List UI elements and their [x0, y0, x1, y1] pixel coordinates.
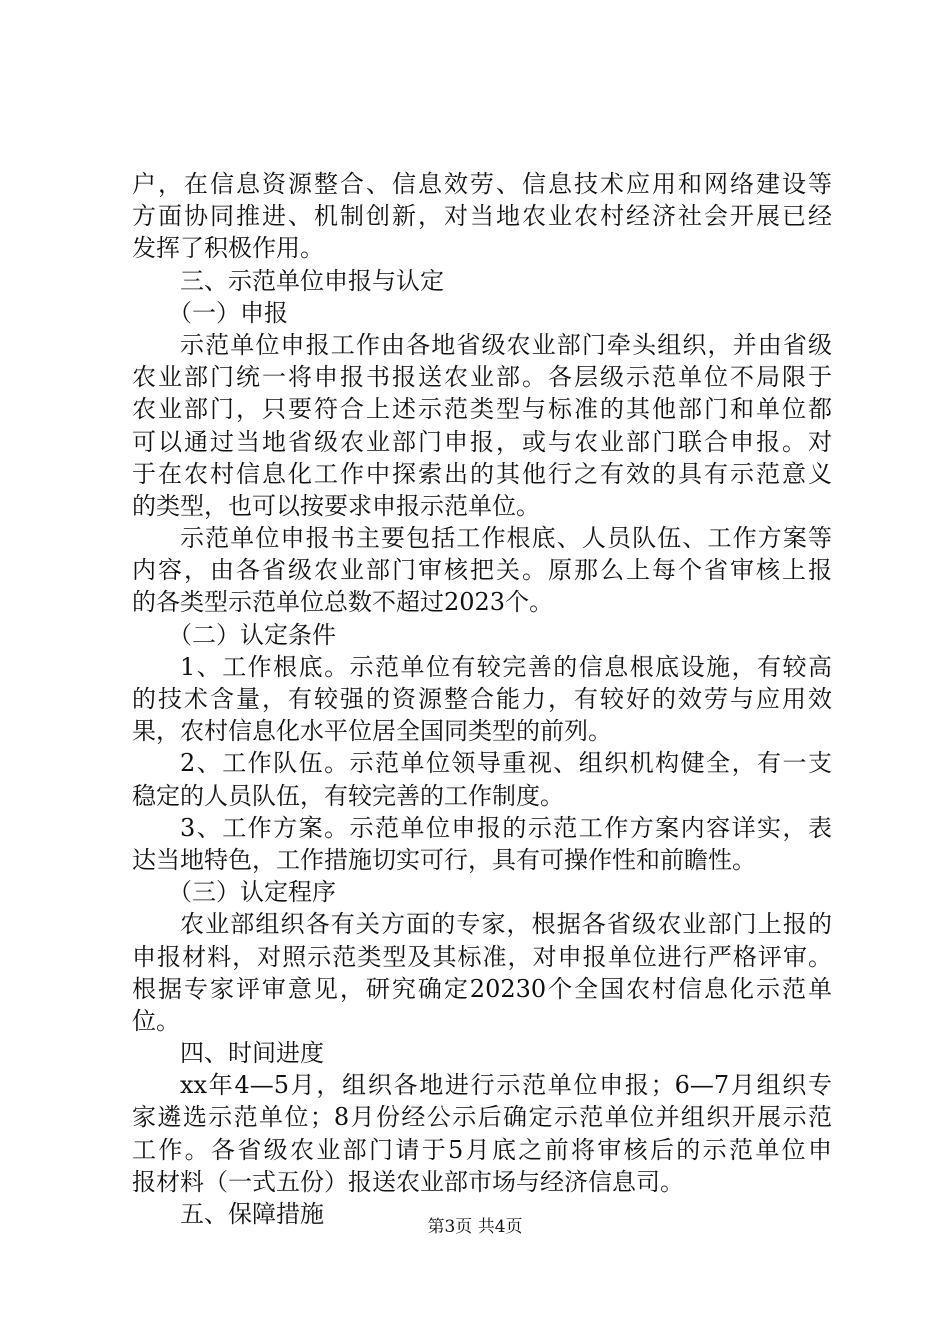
text-line: 稳定的人员队伍，有较完善的工作制度。	[132, 781, 564, 810]
text-line: 位。	[132, 1006, 180, 1035]
section-heading: 五、保障措施	[180, 1200, 324, 1228]
text-line: 报材料（一式五份）报送农业部市场与经济信息司。	[132, 1167, 684, 1196]
text-line: 3、工作方案。示范单位申报的示范工作方案内容详实，表	[180, 813, 832, 842]
text-line: 内容，由各省级农业部门审核把关。原那么上每个省审核上报	[132, 556, 832, 585]
text-line: 可以通过当地省级农业部门申报，或与农业部门联合申报。对	[132, 427, 832, 456]
text-line: 根据专家评审意见，研究确定20230个全国农村信息化示范单	[132, 974, 832, 1003]
text-line: 示范单位申报书主要包括工作根底、人员队伍、工作方案等	[180, 524, 832, 553]
document-body	[132, 168, 832, 1230]
text-line: 示范单位申报工作由各地省级农业部门牵头组织，并由省级	[180, 330, 832, 359]
text-line: 家遴选示范单位；8月份经公示后确定示范单位并组织开展示范	[132, 1103, 832, 1132]
page-footer: 第3页 共4页	[427, 1217, 523, 1237]
text-line: 方面协同推进、机制创新，对当地农业农村经济社会开展已经	[132, 202, 832, 231]
text-line: 于在农村信息化工作中探索出的其他行之有效的具有示范意义	[132, 459, 832, 488]
text-line: 果，农村信息化水平位居全国同类型的前列。	[132, 717, 612, 746]
text-line: 户，在信息资源整合、信息效劳、信息技术应用和网络建设等	[132, 170, 832, 198]
text-line: 农业部门统一将申报书报送农业部。各层级示范单位不局限于	[132, 363, 832, 392]
subsection-heading: （一）申报	[168, 298, 288, 327]
text-line: 2、工作队伍。示范单位领导重视、组织机构健全，有一支	[180, 749, 832, 778]
text-line: 工作。各省级农业部门请于5月底之前将审核后的示范单位申	[132, 1135, 832, 1164]
text-line: 农业部门，只要符合上述示范类型与标准的其他部门和单位都	[132, 395, 832, 424]
text-line: 的类型，也可以按要求申报示范单位。	[132, 491, 540, 520]
section-heading: 四、时间进度	[180, 1039, 324, 1068]
section-heading: 三、示范单位申报与认定	[180, 266, 444, 295]
text-line: xx年4—5月，组织各地进行示范单位申报；6—7月组织专	[180, 1071, 832, 1100]
text-line: 发挥了积极作用。	[132, 234, 324, 263]
text-line: 的各类型示范单位总数不超过2023个。	[132, 588, 554, 617]
text-line: 的技术含量，有较强的资源整合能力，有较好的效劳与应用效	[132, 685, 832, 713]
text-line: 申报材料，对照示范类型及其标准，对申报单位进行严格评审。	[132, 942, 832, 971]
subsection-heading: （三）认定程序	[168, 878, 336, 907]
text-line: 农业部组织各有关方面的专家，根据各省级农业部门上报的	[180, 910, 832, 939]
text-line: 达当地特色，工作措施切实可行，具有可操作性和前瞻性。	[132, 845, 756, 874]
text-line: 1、工作根底。示范单位有较完善的信息根底设施，有较高	[180, 652, 832, 681]
subsection-heading: （二）认定条件	[168, 620, 336, 649]
